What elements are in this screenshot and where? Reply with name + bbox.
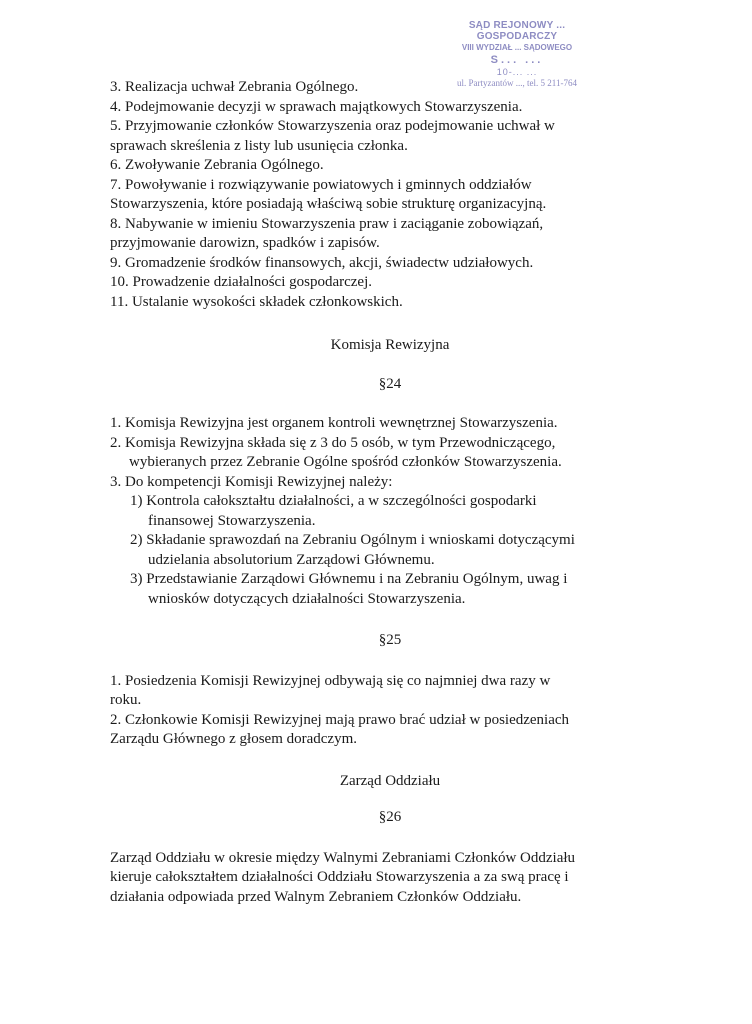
clause-1-continuation: roku. [110,692,142,708]
clause-2-continuation: Zarządu Głównego z głosem doradczym. [110,731,357,747]
document-page [110,78,670,907]
paragraph-24-title: §24 [378,375,402,392]
subclause-1: 1) Kontrola całokształtu działalności, a w szczególności gospodarki [130,493,537,509]
subclause-3: 3) Przedstawianie Zarządowi Głównemu i na Zebraniu Ogólnym, uwag i [130,571,568,587]
list-item-continuation: sprawach skreślenia z listy lub usunięcia członka. [110,137,408,154]
clause-2-continuation: wybieranych przez Zebranie Ogólne spośród członków Stowarzyszenia. [129,454,562,470]
clause-1: 1. Posiedzenia Komisji Rewizyjnej odbywają się co najmniej dwa razy w [110,672,551,689]
list-item: 9. Gromadzenie środków finansowych, akcji, świadectw udziałowych. [110,254,534,271]
stamp-line-2: VIII WYDZIAŁ ... SĄDOWEGO [461,43,573,52]
paragraph-24-body [110,414,670,609]
subclause-3-continuation: wniosków dotyczących działalności Stowarzyszenia. [148,590,466,607]
list-item: 8. Nabywanie w imieniu Stowarzyszenia praw i zaciąganie zobowiązań, [110,215,544,232]
list-item-continuation: przyjmowanie darowizn, spadków i zapisów. [110,235,380,251]
clause-1: 1. Komisja Rewizyjna jest organem kontroli wewnętrznej Stowarzyszenia. [110,415,558,431]
subclause-2-continuation: udzielania absolutorium Zarządowi Głównemu. [148,551,435,568]
list-item-continuation: Stowarzyszenia, które posiadają właściwą sobie strukturę organizacyjną. [110,196,547,212]
body-line: kieruje całokształtem działalności Oddziału Stowarzyszenia a za swą pracę i [110,869,569,885]
subclause-1-continuation: finansowej Stowarzyszenia. [148,512,316,529]
list-item: 4. Podejmowanie decyzji w sprawach majątkowych Stowarzyszenia. [110,98,523,115]
section-heading-zarzad: Zarząd Oddziału [339,772,441,789]
body-line: działania odpowiada przed Walnym Zebraniem Członków Oddziału. [110,888,522,905]
stamp-line-5: ul. Partyzantów ..., tel. 5 211-764 [457,78,577,88]
stamp-line-3: S... ... [490,54,544,66]
list-item: 7. Powoływanie i rozwiązywanie powiatowych i gminnych oddziałów [110,176,532,193]
section-heading-komisja: Komisja Rewizyjna [330,337,450,353]
paragraph-26-body [110,849,670,908]
stamp-line-4: 10-... ... [496,67,538,77]
clause-2: 2. Członkowie Komisji Rewizyjnej mają prawo brać udział w posiedzeniach [110,711,570,728]
subclause-2: 2) Składanie sprawozdań na Zebraniu Ogólnym i wnioskami dotyczącymi [130,532,575,548]
paragraph-25-body [110,672,670,750]
list-item: 5. Przyjmowanie członków Stowarzyszenia oraz podejmowanie uchwał w [110,118,555,134]
clause-3: 3. Do kompetencji Komisji Rewizyjnej należy: [110,473,393,490]
list-item: 10. Prowadzenie działalności gospodarczej. [110,274,372,290]
list-item: 3. Realizacja uchwał Zebrania Ogólnego. [110,79,359,95]
stamp-line-1: SĄD REJONOWY ... GOSPODARCZY [468,20,566,42]
paragraph-25-title: §25 [378,632,402,648]
duties-list [110,78,670,312]
list-item: 6. Zwoływanie Zebrania Ogólnego. [110,157,324,173]
list-item: 11. Ustalanie wysokości składek członkowskich. [110,293,403,310]
paragraph-26-title: §26 [378,809,402,825]
body-line: Zarząd Oddziału w okresie między Walnymi Zebraniami Członków Oddziału [110,849,576,866]
clause-2: 2. Komisja Rewizyjna składa się z 3 do 5 osób, w tym Przewodniczącego, [110,434,556,451]
